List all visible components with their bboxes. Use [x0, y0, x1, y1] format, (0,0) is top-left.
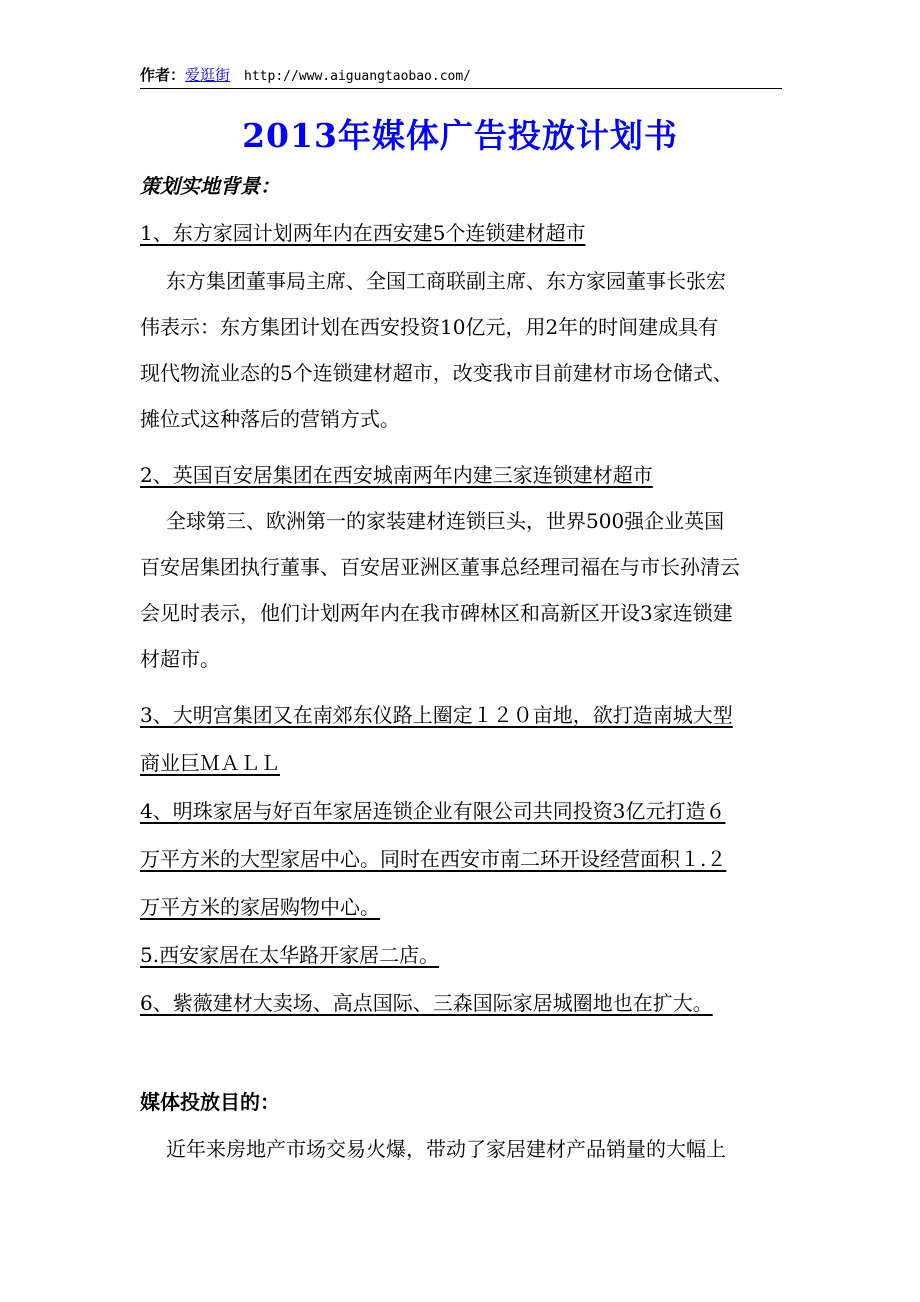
section-heading-background: 策划实地背景： — [140, 174, 280, 198]
item-1-title: 1、东方家园计划两年内在西安建5个连锁建材超市 — [140, 221, 586, 245]
body-line: 伟表示：东方集团计划在西安投资10亿元，用2年的时间建成具有 — [140, 315, 719, 339]
item-3-title: 3、大明宫集团又在南郊东仪路上圈定１２０亩地，欲打造南城大型 — [140, 703, 733, 727]
document-title: 2013年媒体广告投放计划书 — [242, 116, 678, 155]
body-line: 东方集团董事局主席、全国工商联副主席、东方家园董事长张宏 — [166, 269, 726, 293]
page-header — [140, 64, 782, 89]
body-line: 摊位式这种落后的营销方式。 — [140, 407, 400, 431]
body-line: 现代物流业态的5个连锁建材超市，改变我市目前建材市场仓储式、 — [140, 361, 733, 385]
item-5-title: 5.西安家居在太华路开家居二店。 — [140, 943, 440, 967]
item-2-title: 2、英国百安居集团在西安城南两年内建三家连锁建材超市 — [140, 463, 653, 487]
body-line: 会见时表示，他们计划两年内在我市碑林区和高新区开设3家连锁建 — [140, 601, 733, 625]
body-line: 百安居集团执行董事、百安居亚洲区董事总经理司福在与市长孙清云 — [140, 555, 740, 579]
body-line: 全球第三、欧洲第一的家装建材连锁巨头，世界500强企业英国 — [166, 509, 725, 533]
item-1-body — [140, 258, 785, 442]
item-4-title: 4、明珠家居与好百年家居连锁企业有限公司共同投资3亿元打造６ — [140, 799, 726, 823]
author-link[interactable]: 爱逛街 — [185, 66, 231, 84]
body-line: 材超市。 — [140, 647, 220, 671]
item-4-title-cont: 万平方米的大型家居中心。同时在西安市南二环开设经营面积１.２ — [140, 847, 727, 871]
purpose-body — [140, 1126, 785, 1172]
item-3-title-cont: 商业巨ＭＡＬＬ — [140, 751, 280, 775]
item-6-title: 6、紫薇建材大卖场、高点国际、三森国际家居城圈地也在扩大。 — [140, 991, 713, 1015]
section-heading-purpose: 媒体投放目的： — [140, 1090, 280, 1114]
body-line: 近年来房地产市场交易火爆，带动了家居建材产品销量的大幅上 — [166, 1137, 726, 1161]
item-2-body — [140, 498, 785, 682]
site-url[interactable]: http://www.aiguangtaobao.com/ — [244, 69, 472, 84]
author-label: 作者： — [140, 66, 186, 84]
item-4-title-cont: 万平方米的家居购物中心。 — [140, 895, 380, 919]
